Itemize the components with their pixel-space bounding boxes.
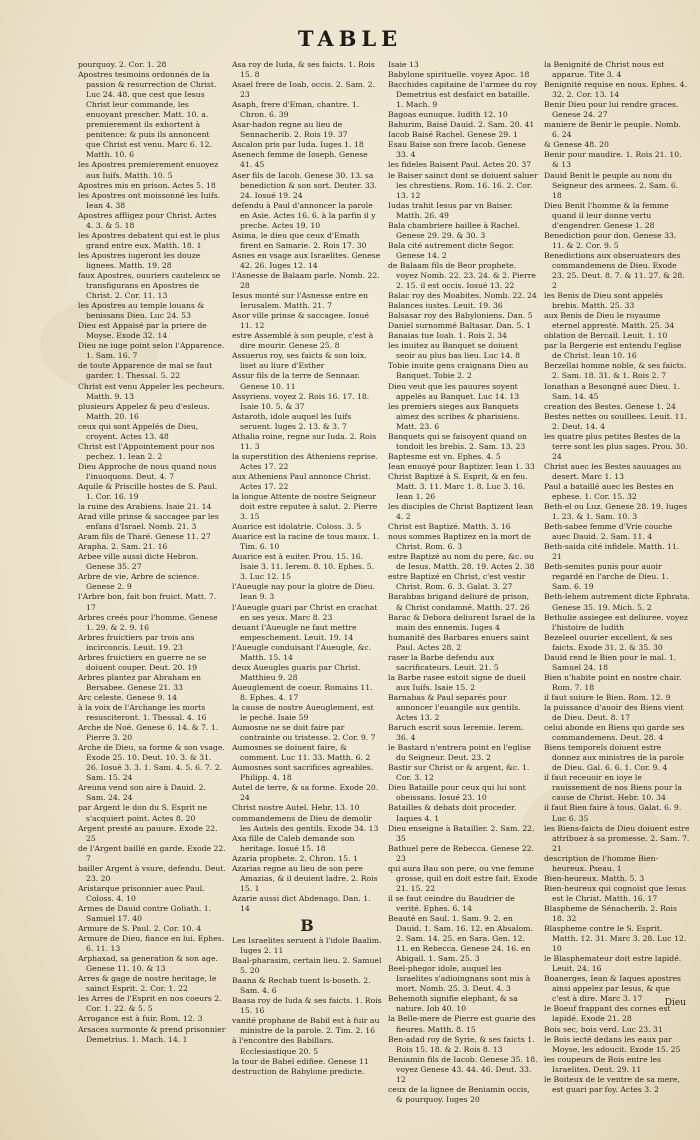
index-entry: Athalia roine, regne sur Iuda. 2. Rois 11. 3	[232, 431, 377, 451]
index-entry: Barabbas brigand deliuré de prison, & Christ condamné. Matth. 27. 26	[388, 592, 530, 612]
catchword: Dieu	[664, 998, 686, 1008]
index-entry: Aumosnes sont sacrifices agreables. Philipp. 4. 18	[232, 763, 374, 783]
index-entry: Batailles & debats doit proceder. Iaques 4. 1	[388, 803, 517, 823]
index-entry: description de l'homme Bien-heureux. Pseau. 1	[544, 853, 659, 873]
index-entry: Bala cité autrement dicte Segor. Genese 14. 2	[388, 240, 515, 260]
index-entry: il faut Bien faire à tous. Galat. 6. 9. Luc 6. 35	[544, 803, 682, 823]
index-entry: Beel-phegor idole, auquel les Israelites s'adioingnans sont mis à mort. Nomb. 25. 3. Deut. 4. 3	[388, 964, 531, 994]
index-entry: Armure de S. Paul. 2. Cor. 10. 4	[78, 924, 202, 934]
index-entry: Dieu Benit l'homme & la femme quand il leur donne vertu d'engendrer. Genese 1. 28	[544, 200, 669, 230]
index-entry: Dauid rend le Bien pour le mal. 1. Samuel 24. 18	[544, 652, 677, 672]
section-letter: B	[300, 915, 314, 935]
index-entry: Assur fils de la terre de Sennaar. Genese 10. 11	[232, 371, 360, 391]
index-entry: Apostres tesmoins ordonnés de la passion & resurrection de Christ. Luc 24. 48. que cest que Iesus Christ leur commande, les enuoyant prescher. Matt. 10. a. premierement ils exhortent à penitence: & puis ils annoncent que Christ est venu. Marc 6. 12. Matth. 10. 6	[78, 70, 217, 160]
index-entry: Blaspheme de Sénacherib. 2. Rois 18. 32	[544, 903, 677, 923]
index-entry: l'Aueugle guari par Christ en crachat en ses yeux. Marc 8. 23	[232, 602, 378, 622]
index-entry: Barnabas & Paul separés pour annoncer l'euangile aux gentils. Actes 13. 2	[388, 692, 521, 723]
index-entry: Arc celeste. Genese 9. 14	[78, 692, 177, 702]
index-entry: Auarice est à euiter. Prou. 15. 16. Isaie 3. 11. Ierem. 8. 10. Ephes. 5. 3. Luc 12. 15	[232, 552, 375, 582]
index-entry: Iacob Baisé Rachel. Genese 29. 1	[388, 130, 518, 140]
index-entry: Azaria prophete. 2. Chron. 15. 1	[232, 853, 358, 863]
index-entry: la puissance d'auoir des Biens vient de Dieu. Deut. 8. 17	[544, 703, 684, 723]
index-entry: l'Aueugle nay pour la gloire de Dieu. Iean 9. 3	[232, 582, 375, 602]
index-entry: Benedictions aux obseruateurs des commandemens de Dieu. Exode 23. 25. Deut. 8. 7. & 11. 27. & 28. 2	[544, 250, 685, 291]
index-entry: Bagoas eunuque. Iudith 12. 10	[388, 110, 508, 120]
index-entry: Arbres fruictiers en guerre ne se doiuent couper. Deut. 20. 19	[78, 652, 207, 672]
index-entry: Auarice est idolatrie. Coloss. 3. 5	[232, 522, 362, 532]
index-entry: Azarie aussi dict Abdenago. Dan. 1. 14	[232, 893, 371, 913]
index-entry: Apostres affligez pour Christ. Actes 4. 3. & 5. 18	[78, 210, 217, 230]
index-entry: Aristarque prisonnier auec Paul. Coloss. 4. 10	[78, 883, 205, 903]
index-entry: Asnes en vsage aux Israelites. Genese 42. 26. Iuges 12. 14	[232, 250, 381, 270]
index-entry: les disciples de Christ Baptizent Iean 4. 2	[388, 502, 534, 522]
index-entry: Baruch escrit sous Ieremie. Ierem. 36. 4	[388, 723, 524, 743]
index-entry: Dieu Approche de nous quand nous l'inuoquons. Deut. 4. 7	[78, 461, 217, 481]
index-entry: le Blasphemateur doit estre lapidé. Leuit. 24. 16	[544, 954, 682, 974]
index-entry: destruction de Babylone predicte.	[232, 1066, 365, 1076]
index-entry: humanité des Barbares enuers saint Paul. Actes 28. 2	[388, 632, 530, 652]
index-entry: deux Aueugles guaris par Christ. Matthieu 9. 28	[232, 662, 361, 682]
index-entry: Christ est venu Appeler les pecheurs. Matth. 9. 13	[78, 381, 225, 401]
index-entry: Banaias tue Ioab. 1. Rois 2. 34	[388, 331, 507, 341]
index-entry: Asa roy de Iuda, & ses faicts. 1. Rois 15. 8	[232, 60, 375, 80]
index-entry: Aser fils de Iacob. Genese 30. 13. sa benediction & son sort. Deuter. 33. 24. Iosué 19. 24	[232, 170, 377, 200]
index-entry: Asar-hadon regne au lieu de Sennacherib. 2. Rois 19. 37	[232, 120, 348, 140]
index-entry: Dauid Benit le peuple au nom du Seigneur des armees. 2. Sam. 6. 18	[544, 170, 679, 200]
index-entry: le Bastard n'entrera point en l'eglise du Seigneur. Deut. 23. 2	[388, 743, 531, 763]
index-entry: Bien n'habite point en nostre chair. Rom. 7. 18	[544, 672, 682, 692]
index-entry: l'Asnesse de Balaam parle. Nomb. 22. 28	[232, 270, 380, 291]
index-entry: vanité prophane de Babil est à fuir au ministre de la parole. 2. Tim. 2. 16	[232, 1016, 380, 1036]
index-entry: Aumosnes se doiuent faire, & comment. Luc 11. 33. Matth. 6. 2	[232, 743, 371, 763]
index-entry: Baal-pharasim, certain lieu. 2. Samuel 5. 20	[232, 956, 382, 976]
index-entry: Autel de terre, & sa forme. Exode 20. 24	[232, 783, 379, 803]
index-entry: oblation de Bercail. Leuit. 1. 10	[544, 331, 668, 341]
index-entry: Bien-heureux. Matth. 5. 3	[544, 873, 645, 883]
index-entry: les Benis de Dieu sont appelés brebis. Matth. 25. 33	[544, 291, 663, 311]
index-entry: de toute Apparence de mal se faut garder. 1. Thessal. 5. 22	[78, 361, 213, 381]
index-entry: aux Benis de Dieu le royaume eternel apprestè. Matth. 25. 34	[544, 311, 675, 331]
index-entry: Arche de Dieu, sa forme & son vsage. Exode 25. 10. Deut. 10. 3. & 31. 26. Iosué 3. 3. 1. Sam. 4. 5. 6. 7. 2. Sam. 15. 24	[78, 743, 225, 783]
index-entry: Paul a bataillé auec les Bestes en ephese. 1. Cor. 15. 32	[544, 481, 674, 502]
index-entry: Arbres plantez par Abraham en Bersabee. Genese 21. 33	[78, 672, 201, 692]
index-entry: Bestes nettes ou souillees. Leuit. 11. 2. Deut. 14. 4	[544, 411, 687, 431]
index-entry: Ionathan a Besongné auec Dieu. 1. Sam. 14. 45	[544, 381, 681, 401]
index-entry: la tour de Babel edifiee. Genese 11	[232, 1056, 369, 1066]
index-column-4	[544, 60, 690, 1095]
index-entry: Bien-heureux qui cognoist que Iesus est le Christ. Matth. 16. 17	[544, 883, 687, 903]
index-entry: Beth-el ou Luz. Genese 28. 19. Iuges 1. 23. & 1. Sam. 10. 3	[544, 502, 688, 522]
index-entry: plusieurs Appelez & peu d'esleus. Matth. 20. 16	[78, 401, 210, 421]
index-entry: Apostres mis en prison. Actes 5. 18	[78, 180, 216, 190]
index-entry: Aquile & Priscille hostes de S. Paul. 1. Cor. 16. 19	[78, 481, 218, 502]
index-entry: commandemens de Dieu de demolir les Autels des gentils. Exode 34. 13	[232, 813, 379, 833]
index-entry: Aumosne ne se doit faire par contrainte ou tristesse. 2. Cor. 9. 7	[232, 723, 376, 743]
index-entry: la Belle-mere de Pierre est guarie des fieures. Matth. 8. 15	[388, 1014, 536, 1034]
index-entry: Isaie 13	[388, 60, 419, 69]
index-entry: Benignité requise en nous. Ephes. 4. 32. 2. Cor. 13. 14	[544, 80, 688, 100]
index-entry: estre Baptizé en Christ, c'est vestir Christ. Rom. 6. 3. Galat. 3. 27	[388, 572, 526, 592]
index-entry: qui aura Bau son pere, ou vne femme grosse, quil en doit estre fait. Exode 21. 15. 22	[388, 863, 538, 893]
index-entry: Iudas trahit Iesus par vn Baiser. Matth. 26. 49	[388, 200, 513, 220]
index-entry: Armes de Dauid contre Goliath. 1. Samuel 17. 40	[78, 903, 212, 923]
index-entry: Christ est l'Appointement pour nos pechez. 1. Iean 2. 2	[78, 441, 215, 461]
index-entry: Bastir sur Christ or & argent, &c. 1. Cor. 3. 12	[388, 763, 530, 783]
index-entry: Christ Baptizé à S. Esprit, & en feu. Matt. 3. 11. Marc 1. 8. Luc 3. 16. Iean 1. 26	[388, 471, 528, 502]
index-column-3	[388, 60, 538, 1105]
index-entry: Benediction pour don. Genese 33. 11. & 2. Cor. 9. 5	[544, 230, 677, 250]
index-entry: les Apostres au temple louans & benissans Dieu. Luc 24. 53	[78, 301, 205, 321]
index-entry: Arphaxad, sa generation & son age. Genese 11. 10. & 13	[78, 954, 218, 974]
index-entry: de Balaam fils de Beor prophete. voyez Nomb. 22. 23. 24. & 2. Pierre 2. 15. il est occis. Iosué 13. 22	[388, 260, 536, 291]
index-entry: Baana & Rechab tuent Is-boseth. 2. Sam. 4. 6	[232, 976, 371, 996]
index-entry: Iesus monté sur l'Asnesse entre en Ierusalem. Matth. 21. 7	[232, 291, 369, 311]
index-entry: il faut receuoir en ioye le rauissement de nos Biens pour la cause de Christ. Hebr. 10. 34	[544, 773, 682, 803]
index-entry: Daniel surnommé Baltasar. Dan. 5. 1	[388, 321, 532, 331]
index-entry: Arsaces surmonte & prend prisonnier Demetrius. 1. Mach. 14. 1	[78, 1024, 226, 1044]
index-entry: Asima, le dieu que ceux d'Emath firent en Samarie. 2. Rois 17. 30	[232, 230, 367, 250]
index-entry: celui abonde en Biens qui garde ses commandemens. Deut. 28. 4	[544, 723, 685, 743]
index-entry: Asaph, frere d'Eman, chantre. 1. Chron. 6. 39	[232, 100, 360, 120]
index-entry: le Bois iecté dedans les eaux par Moyse, les adoucit. Exode 15. 25	[544, 1034, 681, 1054]
index-entry: Iean enuoyé pour Baptizer. Iean 1. 33	[388, 461, 535, 471]
index-entry: defendu à Paul d'annoncer la parole en Asie. Actes 16. 6. à la parfin il y preche. Actes 19. 10	[232, 200, 376, 230]
index-entry: par la Bergerie est entendu l'eglise de Christ. Iean 10. 16	[544, 341, 682, 361]
index-entry: ceux de la lignee de Beniamin occis, & pourquoy. Iuges 20	[388, 1084, 530, 1104]
index-entry: Banquets qui se faisoyent quand on tondoit les brebis. 2. Sam. 13. 23	[388, 431, 527, 451]
index-entry: Beth-saida cité infidele. Matth. 11. 21	[544, 542, 680, 562]
index-entry: Auarice est la racine de tous maux. 1. Tim. 6. 10	[232, 532, 380, 552]
index-entry: Arbres fruictiers par trois ans incirconcis. Leuit. 19. 23	[78, 632, 195, 652]
index-entry: l'Arbre bon, fait bon fruict. Matt. 7. 17	[78, 592, 217, 612]
index-entry: Dieu veut que les pauures soyent appelés au Banquet. Luc 14. 13	[388, 381, 520, 401]
index-entry: Astaroth, idole auquel les Iuifs seruent. Iuges 2. 13. & 3. 7	[232, 411, 352, 431]
index-entry: Tobie inuite gens craignans Dieu au Banquet. Tobie 2. 2	[388, 361, 529, 381]
index-entry: Dieu ne iuge point selon l'Apparence. 1. Sam. 16. 7	[78, 341, 225, 361]
index-entry: Beth-sabee femme d'Vrie couche auec Dauid. 2. Sam. 11. 4	[544, 522, 673, 542]
index-entry: Argent presté au pauure. Exode 22. 25	[78, 823, 218, 843]
index-entry: Arapha. 2. Sam. 21. 16	[78, 542, 168, 552]
index-entry: Armure de Dieu, fiance en lui. Ephes. 6. 11. 13	[78, 934, 225, 954]
index-entry: Balsasar roy des Babyloniens. Dan. 5	[388, 311, 533, 321]
index-column-1	[78, 60, 226, 1045]
index-entry: aux Atheniens Paul annonce Christ. Actes 17. 22	[232, 471, 371, 491]
index-entry: Areuna vend son aire à Dauid. 2. Sam. 24. 24	[78, 783, 206, 803]
index-entry: Asael frere de Ioab, occis. 2. Sam. 2. 23	[232, 80, 375, 100]
index-entry: les fideles Baisent Paul. Actes 20. 37	[388, 160, 532, 170]
index-entry: Dieu est Appaisé par la priere de Moyse. Exode 32. 14	[78, 321, 207, 341]
index-entry: ceux qui sont Appelés de Dieu, croyent. Actes 13. 48	[78, 421, 199, 441]
index-entry: Axa fille de Caleb demande son heritage. Iosué 15. 18	[232, 833, 355, 853]
index-entry: les Apostres premierement enuoyez aux Iuifs. Matth. 10. 5	[78, 160, 219, 180]
index-entry: le Baiser sainct dont se doiuent saluer les chrestiens. Rom. 16. 16. 2. Cor. 13. 12	[388, 170, 538, 200]
index-entry: Biens temporels doiuent estre donnez aux ministres de la parole de Dieu. Gal. 6. 6. 1. Cor. 9. 4	[544, 743, 684, 773]
index-entry: Baptesme est vn. Ephes. 4. 5	[388, 451, 501, 461]
index-entry: Beth-lehem autrement dicte Ephrata. Genese 35. 19. Mich. 5. 2	[544, 592, 690, 612]
index-entry: Bethulie assiegee est deliuree. voyez l'histoire de Iudith	[544, 612, 688, 632]
index-entry: nous sommes Baptizez en la mort de Christ. Rom. 6. 3	[388, 532, 531, 552]
index-entry: Baasa roy de Iuda & ses faicts. 1. Rois 15. 16	[232, 996, 382, 1016]
index-entry: estre Assemblé à son peuple, c'est à dire mourir. Genese 25. 8	[232, 331, 374, 351]
index-entry: Arbres creés pour l'homme. Genese 1. 29. & 2. 9. 16	[78, 612, 218, 632]
index-entry: creation des Bestes. Genese 1. 24	[544, 401, 676, 411]
index-entry: le Boeuf frappant des cornes est lapidé. Exode 21. 28	[544, 1004, 671, 1024]
index-entry: Christ auec les Bestes sauuages au desert. Marc 1. 13	[544, 461, 682, 481]
index-entry: les Biens-faicts de Dieu doiuent estre attribuez à sa promesse. 2. Sam. 7. 21	[544, 823, 690, 853]
index-entry: la Barbe rasee estoit signe de dueil aux Iuifs. Isaie 15. 2	[388, 672, 526, 692]
index-entry: Asenech femme de Ioseph. Genese 41. 45	[232, 150, 368, 170]
index-entry: Bois sec, bois verd. Luc 23. 31	[544, 1024, 663, 1034]
index-entry: Berzellai homme noble, & ses faicts. 2. Sam. 18. 31. & 1. Rois 2. 7	[544, 361, 687, 381]
index-entry: Arche de Noé. Genese 6. 14. & 7. 1. Pierre 3. 20	[78, 723, 219, 743]
index-entry: Beth-semites punis pour auoir regardé en l'arche de Dieu. 1. Sam. 6. 19	[544, 562, 669, 592]
page-title: TABLE	[297, 26, 403, 51]
index-entry: le Boiteux de le ventre de sa mere, est guari par foy. Actes 3. 2	[544, 1074, 680, 1094]
index-entry: Benir pour maudire. 1. Rois 21. 10. & 13	[544, 150, 682, 170]
index-entry: Aueuglement de coeur. Romains 11. 8. Ephes. 4. 17	[232, 682, 373, 702]
index-entry: il se faut ceindre du Baudrier de verité. Ephes. 6. 14	[388, 893, 515, 913]
index-entry: les Arres de l'Esprit en nos coeurs 2. Cor. 1. 22. & 5. 5	[78, 994, 222, 1014]
index-entry: la cause de nostre Aueuglement, est le peché. Isaie 59	[232, 703, 374, 723]
index-entry: Aram fils de Tharé. Genese 11. 27	[78, 532, 211, 542]
index-entry: Arad ville prinse & saccagee par les enfans d'Israel. Nomb. 21. 3	[78, 512, 219, 532]
index-entry: Christ est Baptizé. Matth. 3. 16	[388, 522, 511, 532]
index-entry: les Apostres debatent qui est le plus grand entre eux. Matth. 18. 1	[78, 230, 220, 250]
index-entry: Beauté en Saul. 1. Sam. 9. 2. en Dauid. 1. Sam. 16. 12. en Absalom. 2. Sam. 14. 25. en Sara. Gen. 12. 11. en Rebecca. Genese 24. 16. en Abigail. 1. Sam. 25. 3	[388, 913, 533, 964]
index-entry: Blaspheme contre le S. Esprit. Matth. 12. 31. Marc 3. 28. Luc 12. 10	[544, 924, 687, 954]
index-entry: à la voix de l'Archange les morts resusciteront. 1. Thessal. 4. 16	[78, 703, 207, 723]
index-entry: les Apostres ont moissonné les Iuifs. Iean 4. 38	[78, 190, 221, 210]
index-entry: Assuerus roy, ses faicts & son loix. liset au liure d'Esther	[232, 351, 367, 371]
index-entry: Assyriens. voyez 2. Rois 16. 17. 18. Isaie 10. 5. & 37	[232, 391, 370, 411]
index-entry: Esau Baise son frere Iacob. Genese 33. 4	[388, 140, 526, 160]
index-entry: Bezeleel ouurier excellent, & ses faicts. Exode 31. 2. & 35. 30	[544, 632, 673, 652]
index-entry: les inuitez au Banquet se doiuent seoir au plus bas lieu. Luc 14. 8	[388, 341, 520, 361]
index-entry: Ascalon pris par Iuda. Iuges 1. 18	[232, 140, 364, 150]
index-entry: Dieu enseigne à Batailler. 2. Sam. 22. 35	[388, 823, 535, 843]
index-entry: les coupeurs de Bois entre les Israelites. Deut. 29. 11	[544, 1054, 662, 1074]
index-entry: Arres & gage de nostre heritage, le sainct Esprit. 2. Cor. 1. 22	[78, 974, 217, 994]
index-entry: Balances iustes. Leuit. 19. 36	[388, 301, 503, 311]
index-entry: deuant l'Aueugle ne faut mettre empeschement. Leuit. 19. 14	[232, 622, 357, 642]
index-entry: Asor ville prinse & saccagee. Iosué 11. 12	[232, 311, 369, 331]
index-entry: & Genese 48. 20	[544, 140, 609, 150]
index-entry: Azarias regne au lieu de son pere Amazias, & il deuient ladre. 2. Rois 15. 1	[232, 863, 378, 893]
index-entry: l'Aueugle conduisant l'Aueugle, &c. Matth. 15. 14	[232, 642, 372, 662]
index-column-2	[232, 60, 382, 1077]
index-entry: Beniamin fils de Iacob. Genese 35. 18. voyez Genese 43. 44. 46. Deut. 33. 12	[388, 1054, 538, 1084]
index-entry: Bala chambriere baillee à Rachel. Genese 29. 29. & 30. 3	[388, 220, 520, 240]
index-entry: Ben-adad roy de Syrie, & ses faicts 1. Rois 15. 18. & 2. Rois 8. 13	[388, 1034, 535, 1054]
index-entry: la longue Attente de nostre Seigneur doit estre reputee à salut. 2. Pierre 3. 15	[232, 492, 378, 522]
index-entry: Arrogance est à fuir. Rom. 12. 3	[78, 1014, 203, 1024]
index-entry: bailler Argent à vsure, defendu. Deut. 23. 20	[78, 863, 226, 883]
index-entry: Barac & Debora deliurent Israel de la main des ennemis. Iuges 4	[388, 612, 536, 632]
index-entry: les quatre plus petites Bestes de la terre sont les plus sages. Prou. 30. 24	[544, 431, 688, 461]
index-entry: raser la Barbe defendu aux sacrificateurs. Leuit. 21. 5	[388, 652, 499, 672]
index-entry: Bathuel pere de Rebecca. Genese 22. 23	[388, 843, 534, 863]
index-entry: Balac roy des Moabites. Nomb. 22. 24	[388, 291, 537, 301]
index-entry: Dieu Bataille pour ceux qui lui sont obeissans. Iosué 23. 10	[388, 783, 526, 803]
index-entry: Arbee ville aussi dicte Hebron. Genese 35. 27	[78, 552, 199, 572]
index-entry: Benir Dieu pour lui rendre graces. Genese 24. 27	[544, 100, 679, 120]
index-entry: faux Apostres, ouuriers cauteleux se transfigurans en Apostres de Christ. 2. Cor. 11. 13	[78, 270, 221, 301]
index-entry: Bacchides capitaine de l'armee du roy Demetrius est desfaict en bataille. 1. Mach. 9	[388, 80, 537, 110]
index-entry: Boanerges, Iean & Iaques apostres ainsi appelez par Iesus, & que c'est à dire. Marc 3. 17	[544, 974, 681, 1004]
index-entry: maniere de Benir le peuple. Nomb. 6. 24	[544, 120, 681, 140]
index-entry: à l'encontre des Babillars. Ecclesiastique 20. 5	[232, 1036, 334, 1056]
index-entry: Arbre de vie, Arbre de science. Genese 2. 9	[78, 572, 200, 592]
index-entry: la superstition des Atheniens reprise. Actes 17. 22	[232, 451, 378, 471]
index-entry: les premiers sieges aux Banquets aimez des scribes & pharisiens. Matt. 23. 6	[388, 401, 520, 431]
index-entry: Babylone spirituelle. voyez Apoc. 18	[388, 70, 530, 80]
index-entry: Bahurim, Baisé Dauid. 2. Sam. 20. 41	[388, 120, 535, 130]
index-entry: estre Baptizé au nom du pere, &c. ou de Iesus. Matth. 28. 19. Actes 2. 38	[388, 552, 535, 572]
index-entry: la Benignité de Christ nous est apparue. Tite 3. 4	[544, 60, 665, 80]
index-entry: la ruine des Arabiens. Isaie 21. 14	[78, 502, 212, 512]
index-entry: Behemoth signifie elephant, & sa nature. Iob 40. 10	[388, 994, 518, 1014]
index-entry: les Apostres iugeront les douze lignees. Matth. 19. 28	[78, 250, 201, 270]
index-entry: pourquoy. 2. Cor. 1. 28	[78, 60, 167, 69]
index-entry: par Argent le don du S. Esprit ne s'acquiert point. Actes 8. 20	[78, 803, 208, 823]
index-entry: de l'Argent baillé en garde. Exode 22. 7	[78, 843, 226, 863]
index-entry: Les Israelites seruent à l'idole Baalim. Iuges 2. 11	[232, 935, 382, 956]
index-entry: Christ nostre Autel. Hebr. 13. 10	[232, 803, 360, 813]
index-entry: il faut suiure le Bien. Rom. 12. 9	[544, 692, 671, 702]
